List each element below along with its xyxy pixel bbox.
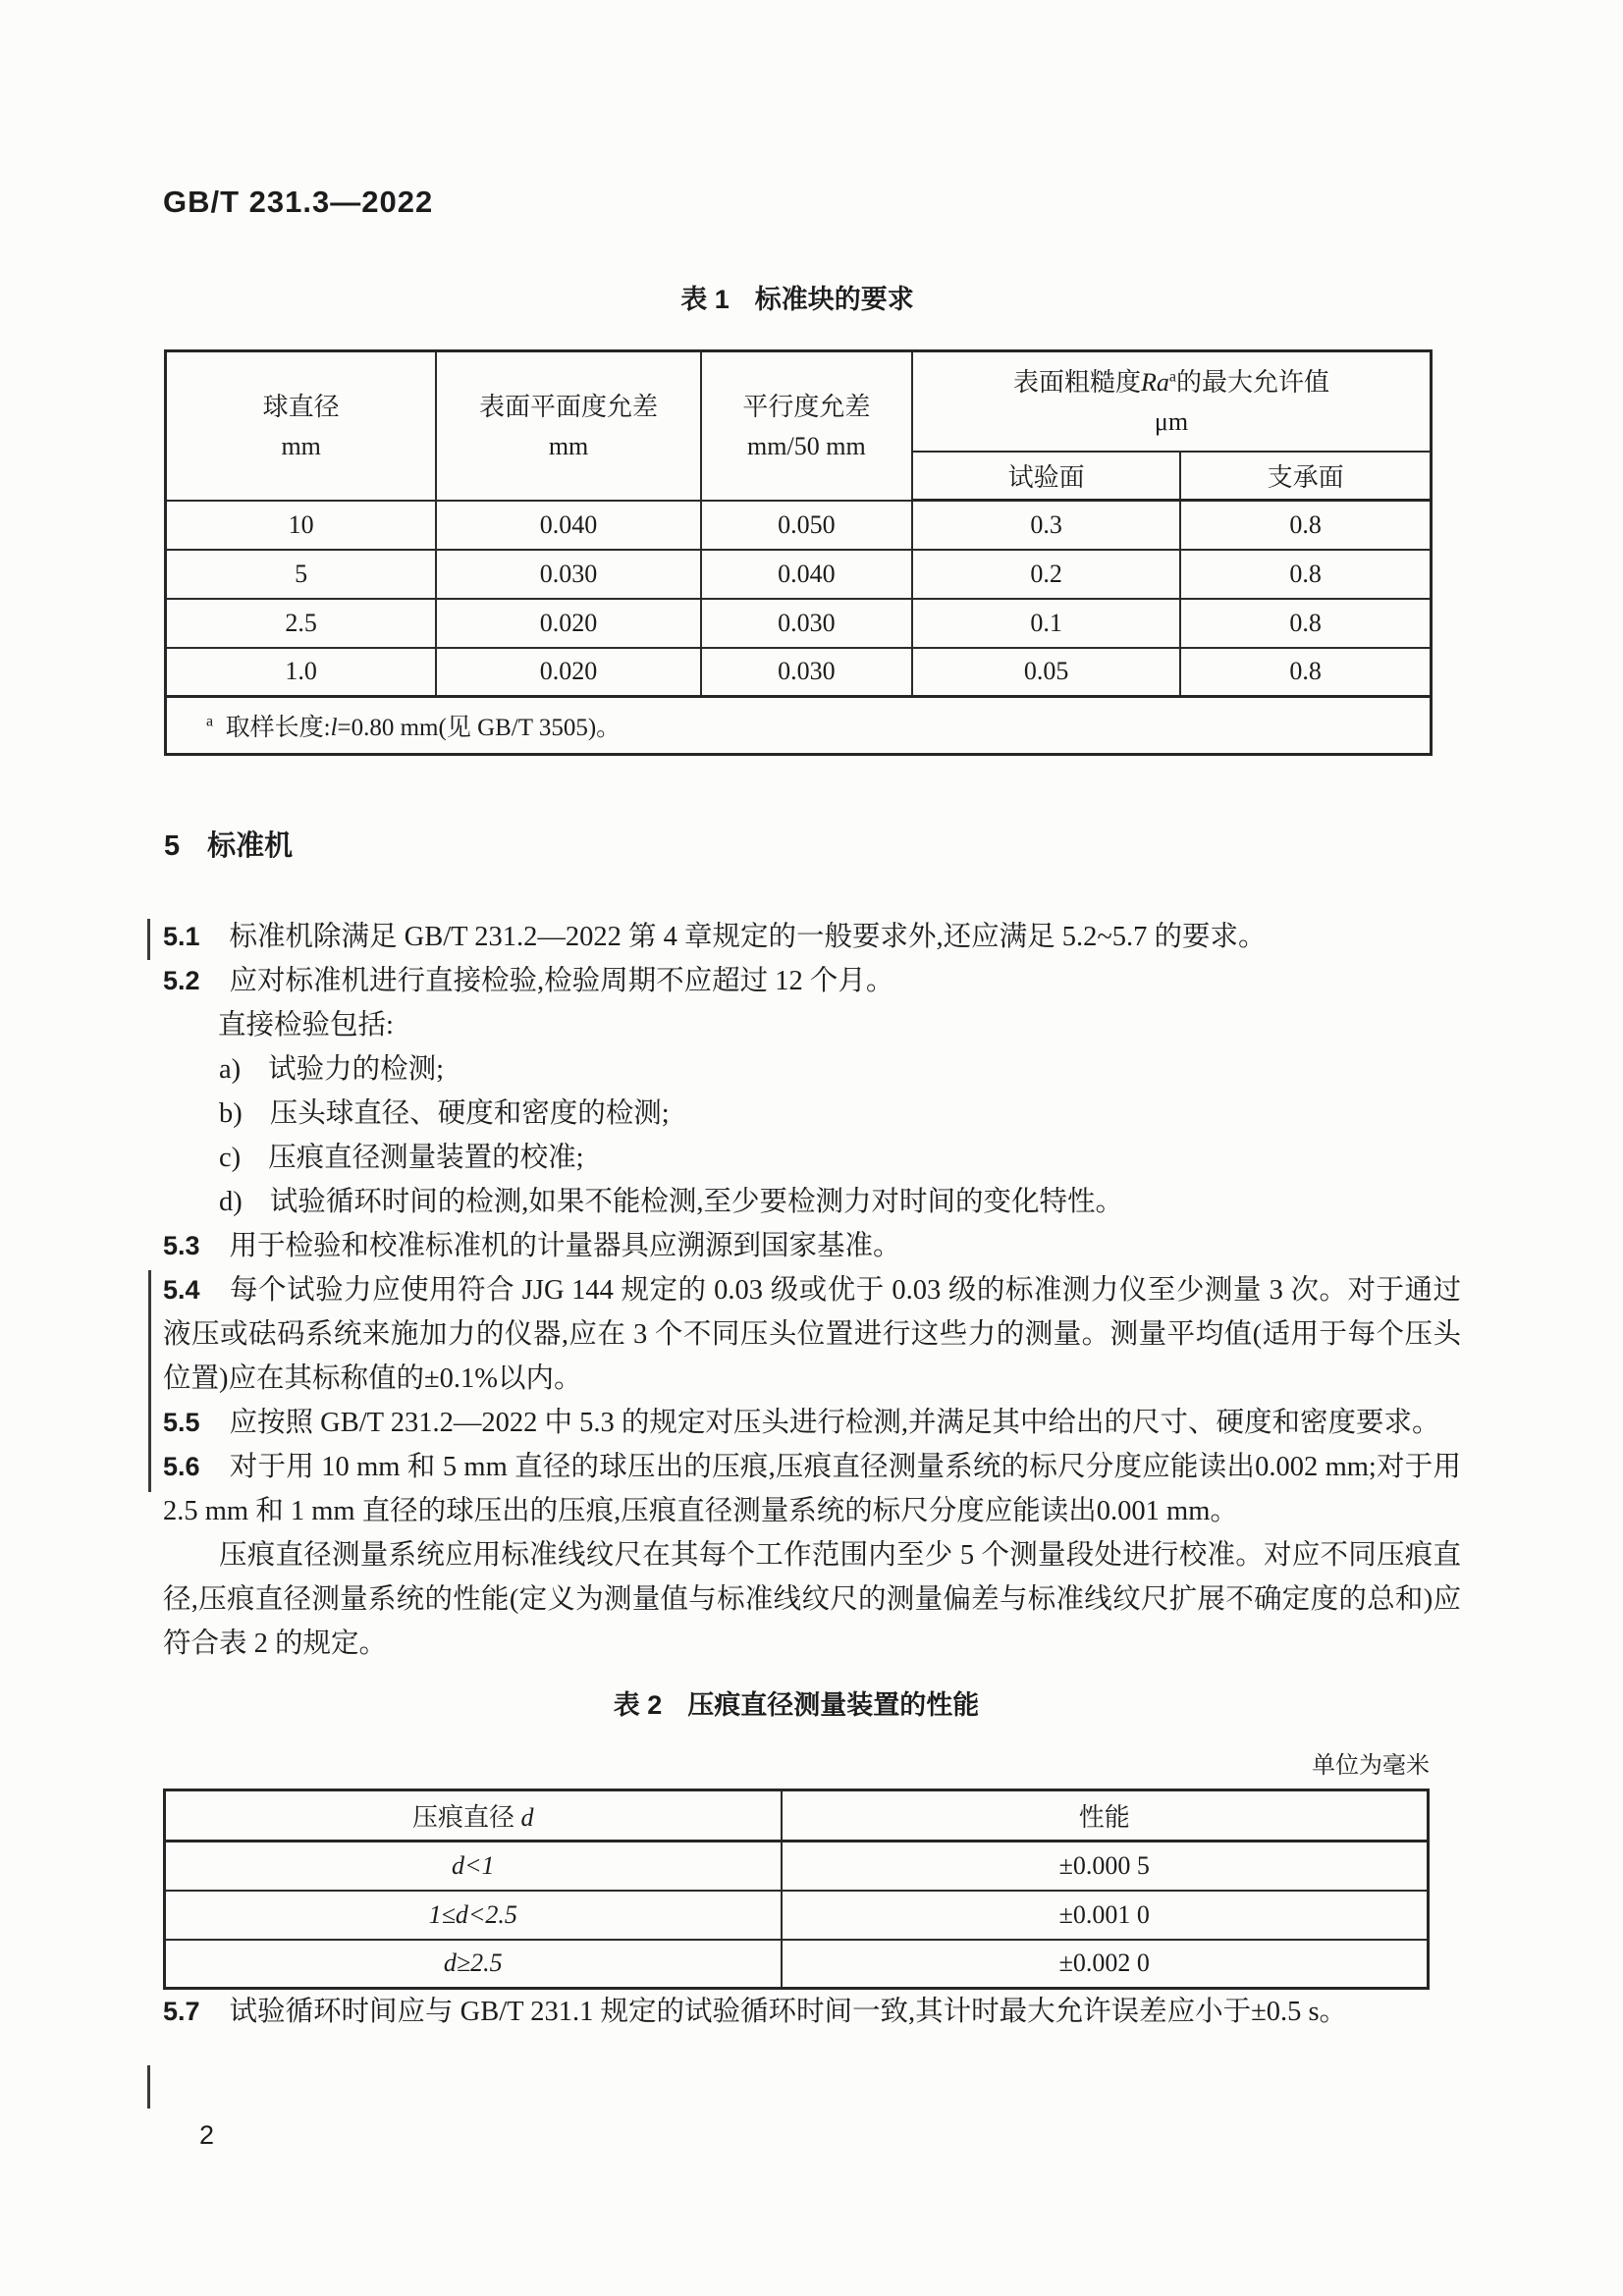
clause-5-4: 5.4 每个试验力应使用符合 JJG 144 规定的 0.03 级或优于 0.03 级的标准测力仪至少测量 3 次。对于通过液压或砝码系统来施加力的仪器,应在 3 个不同压头位置进行这些力的测量。测量平均值(适用于每个压头位置)应在其标称值的±0.1%以内。 bbox=[163, 1275, 1461, 1394]
clause-5-2: 5.2 应对标准机进行直接检验,检验周期不应超过 12 个月。 bbox=[163, 966, 894, 996]
table2-caption bbox=[163, 1683, 1430, 1728]
table1-subheader-support-face: 支承面 bbox=[1180, 452, 1431, 501]
table-row: 1≤d<2.5 ±0.001 0 bbox=[165, 1891, 1429, 1940]
table1-caption-label: 表 1 bbox=[680, 285, 730, 314]
change-bar bbox=[148, 1270, 151, 1492]
table2-caption-title: 压痕直径测量装置的性能 bbox=[687, 1690, 980, 1720]
table1-footnote: $^a$ 取样长度:l=0.80 mm(见 GB/T 3505)。 bbox=[166, 697, 1432, 755]
table1-caption-title: 标准块的要求 bbox=[754, 285, 914, 314]
table1-header-ball-diameter: 球直径 mm bbox=[166, 351, 437, 501]
unit-note: 单位为毫米 bbox=[1312, 1753, 1430, 1779]
table1-header-flatness: 表面平面度允差 mm bbox=[436, 351, 700, 501]
change-bar bbox=[147, 2065, 150, 2109]
table2-header-indentation-diameter: 压痕直径 d bbox=[165, 1790, 782, 1842]
clause-5-6: 5.6 对于用 10 mm 和 5 mm 直径的球压出的压痕,压痕直径测量系统的标尺分度应能读出0.002 mm;对于用 2.5 mm 和 1 mm 直径的球压出的压痕,压痕直径测量系统的标尺分度应能读出0.001 mm。 bbox=[163, 1452, 1461, 1526]
section-title: 标准机 bbox=[207, 830, 294, 862]
roughness-symbol: Ra bbox=[1140, 367, 1169, 397]
table1-header-roughness-group: 表面粗糙度Ra$^a$的最大允许值 μm bbox=[912, 351, 1432, 452]
clause-5-1: 5.1 标准机除满足 GB/T 231.2—2022 第 4 章规定的一般要求外,还应满足 5.2~5.7 的要求。 bbox=[163, 922, 1267, 952]
list-item: b) 压头球直径、硬度和密度的检测; bbox=[219, 1098, 670, 1129]
table1 bbox=[164, 349, 1433, 756]
table-row: d≥2.5 ±0.002 0 bbox=[165, 1940, 1429, 1989]
table2-header-performance: 性能 bbox=[782, 1790, 1429, 1842]
diameter-symbol: d bbox=[520, 1803, 534, 1832]
clause-5-2-intro: 直接检验包括: bbox=[218, 1010, 394, 1041]
footnote-marker: a bbox=[206, 713, 214, 730]
sampling-length-symbol: l bbox=[330, 715, 338, 741]
table-row: d<1 ±0.000 5 bbox=[165, 1842, 1429, 1891]
table-row: 2.5 0.020 0.030 0.1 0.8 bbox=[166, 599, 1432, 648]
clause-5-7: 5.7 试验循环时间应与 GB/T 231.1 规定的试验循环时间一致,其计时最大允许误差应小于±0.5 s。 bbox=[163, 1997, 1348, 2027]
footnote-marker: a bbox=[1168, 368, 1176, 386]
doc-code: GB/T 231.3—2022 bbox=[163, 185, 434, 219]
table-row: 5 0.030 0.040 0.2 0.8 bbox=[166, 550, 1432, 599]
table1-caption bbox=[164, 278, 1431, 322]
list-item: d) 试验循环时间的检测,如果不能检测,至少要检测力对时间的变化特性。 bbox=[219, 1187, 1124, 1217]
table1-subheader-test-face: 试验面 bbox=[912, 452, 1180, 501]
section-number: 5 bbox=[164, 830, 181, 862]
table-row: 10 0.040 0.050 0.3 0.8 bbox=[166, 501, 1432, 550]
section-heading-5 bbox=[164, 827, 293, 866]
change-bar bbox=[147, 919, 150, 960]
clause-5-5: 5.5 应按照 GB/T 231.2—2022 中 5.3 的规定对压头进行检测,并满足其中给出的尺寸、硬度和密度要求。 bbox=[163, 1408, 1440, 1438]
table2-caption-label: 表 2 bbox=[613, 1690, 663, 1720]
table2 bbox=[163, 1789, 1430, 1990]
list-item: c) 压痕直径测量装置的校准; bbox=[219, 1143, 584, 1173]
clause-5-3: 5.3 用于检验和校准标准机的计量器具应溯源到国家基准。 bbox=[163, 1231, 901, 1261]
list-item: a) 试验力的检测; bbox=[219, 1054, 445, 1085]
page-number: 2 bbox=[199, 2120, 215, 2150]
table-row: 1.0 0.020 0.030 0.05 0.8 bbox=[166, 648, 1432, 697]
table1-header-parallelism: 平行度允差 mm/50 mm bbox=[701, 351, 912, 501]
body-text bbox=[163, 915, 1461, 2034]
clause-5-6-paragraph: 压痕直径测量系统应用标准线纹尺在其每个工作范围内至少 5 个测量段处进行校准。对应不同压痕直径,压痕直径测量系统的性能(定义为测量值与标准线纹尺的测量偏差与标准线纹尺扩展不确定度的总和)应符合表 2 的规定。 bbox=[163, 1540, 1461, 1659]
